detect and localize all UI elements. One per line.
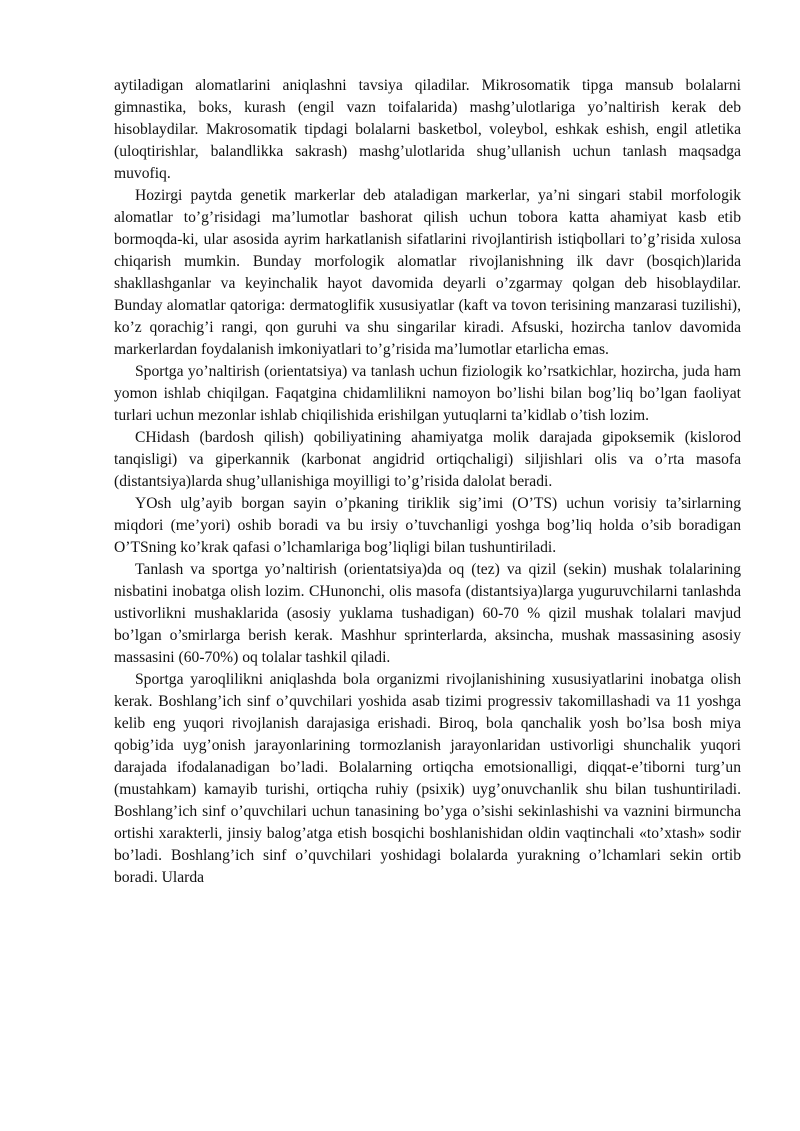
document-page (114, 75, 741, 889)
paragraph-6: Tanlash va sportga yo’naltirish (orientatsiya)da oq (tez) va qizil (sekin) mushak tolalarining nisbatini inobatga olish lozim. CHunonchi, olis masofa (distantsiya)larga yuguruvchilarni tanlashda ustivorlikni mushaklarida (asosiy yuklama tushadigan) 60-70 % qizil mushak tolalari mavjud bo’lgan o’smirlarga berish kerak. Mashhur sprinterlarda, aksincha, mushak massasining asosiy massasini (60-70%) oq tolalar tashkil qiladi. (114, 561, 741, 666)
paragraph-7: Sportga yaroqlilikni aniqlashda bola organizmi rivojlanishining xususiyatlarini inobatga olish kerak. Boshlang’ich sinf o’quvchilari yoshida asab tizimi progressiv takomillashadi va 11 yoshga kelib eng yuqori rivojlanish darajasiga erishadi. Biroq, bola qanchalik yosh bo’lsa bosh miya qobig’ida uyg’onish jarayonlarining tormozlanish jarayonlaridan ustivorligi shunchalik yuqori darajada ifodalanadigan bo’ladi. Bolalarning ortiqcha emotsionalligi, diqqat-e’tiborni turg’un (mustahkam) kamayib turishi, ortiqcha ruhiy (psixik) uyg’onuvchanlik shu bilan tushuntiriladi. Boshlang’ich sinf o’quvchilari uchun tanasining bo’yga o’sishi sekinlashishi va vaznini birmuncha ortishi xarakterli, jinsiy balog’atga etish bosqichi boshlanishidan oldin vaqtinchali «to’xtash» sodir bo’ladi. Boshlang’ich sinf o’quvchilari yoshidagi bolalarda yurakning o’lchamlari sekin ortib boradi. Ularda (114, 671, 741, 886)
paragraph-3: Sportga yo’naltirish (orientatsiya) va tanlash uchun fiziologik ko’rsatkichlar, hozircha, juda ham yomon ishlab chiqilgan. Faqatgina chidamlilikni namoyon bo’lishi bilan bog’liq bo’lgan faoliyat turlari uchun mezonlar ishlab chiqilishida erishilgan yutuqlarni ta’kidlab o’tish lozim. (114, 363, 741, 424)
paragraph-2: Hozirgi paytda genetik markerlar deb ataladigan markerlar, ya’ni singari stabil morfologik alomatlar to’g’risidagi ma’lumotlar bashorat qilish uchun tobora katta ahamiyat kasb etib bormoqda-ki, ular asosida ayrim harkatlanish sifatlarini rivojlantirish istiqbollari to’g’risida xulosa chiqarish mumkin. Bunday morfologik alomatlar rivojlanishning ilk davr (bosqich)larida shakllashganlar va keyinchalik hayot davomida deyarli o’zgarmay qolgan deb hisoblaydilar. Bunday alomatlar qatoriga: dermatoglifik xususiyatlar (kaft va tovon terisining manzarasi tuzilishi), ko’z qorachig’i rangi, qon guruhi va shu singarilar kiradi. Afsuski, hozircha tanlov davomida markerlardan foydalanish imkoniyatlari to’g’risida ma’lumotlar etarlicha emas. (114, 187, 741, 358)
paragraph-1: aytiladigan alomatlarini aniqlashni tavsiya qiladilar. Mikrosomatik tipga mansub bolalarni gimnastika, boks, kurash (engil vazn toifalarida) mashg’ulotlariga yo’naltirish kerak deb hisoblaydilar. Makrosomatik tipdagi bolalarni basketbol, voleybol, eshkak eshish, engil atletika (uloqtirishlar, balandlikka sakrash) mashg’ulotlarida shug’ullanish uchun tanlash maqsadga muvofiq. (114, 77, 741, 182)
paragraph-5: YOsh ulg’ayib borgan sayin o’pkaning tiriklik sig’imi (O’TS) uchun vorisiy ta’sirlarning miqdori (me’yori) oshib boradi va bu irsiy o’tuvchanligi yoshga bog’liq holda o’sib boradigan O’TSning ko’krak qafasi o’lchamlariga bog’liqligi bilan tushuntiriladi. (114, 495, 741, 556)
paragraph-4: CHidash (bardosh qilish) qobiliyatining ahamiyatga molik darajada gipoksemik (kislorod tanqisligi) va giperkannik (karbonat angidrid ortiqchaligi) siljishlari olis va o’rta masofa (distantsiya)larda shug’ullanishiga moyilligi to’g’risida dalolat beradi. (114, 429, 741, 490)
